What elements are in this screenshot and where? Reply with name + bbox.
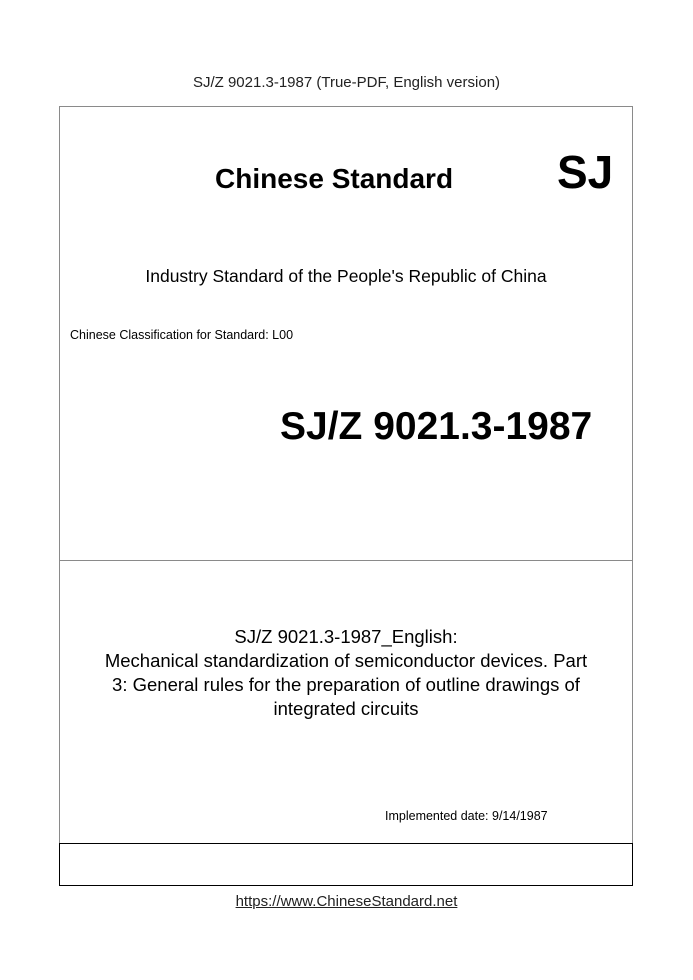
website-link[interactable]: https://www.ChineseStandard.net	[235, 893, 458, 910]
standard-number: SJ/Z 9021.3-1987	[280, 405, 593, 448]
cover-title: Chinese Standard	[215, 163, 454, 194]
document-title	[59, 625, 633, 721]
page-header: SJ/Z 9021.3-1987 (True-PDF, English version)	[192, 74, 501, 91]
footer	[0, 893, 693, 910]
document-title-line: 3: General rules for the preparation of outline drawings of	[112, 674, 580, 695]
implemented-date: Implemented date: 9/14/1987	[385, 809, 548, 823]
bottom-panel	[59, 843, 633, 886]
standard-code-mark: SJ	[557, 146, 614, 198]
industry-standard-line: Industry Standard of the People's Republic of China	[145, 266, 547, 286]
classification-line: Chinese Classification for Standard: L00	[70, 328, 294, 342]
document-title-line: Mechanical standardization of semiconductor devices. Part	[104, 650, 588, 671]
document-title-line: SJ/Z 9021.3-1987_English:	[234, 626, 458, 647]
document-title-line: integrated circuits	[273, 698, 419, 719]
